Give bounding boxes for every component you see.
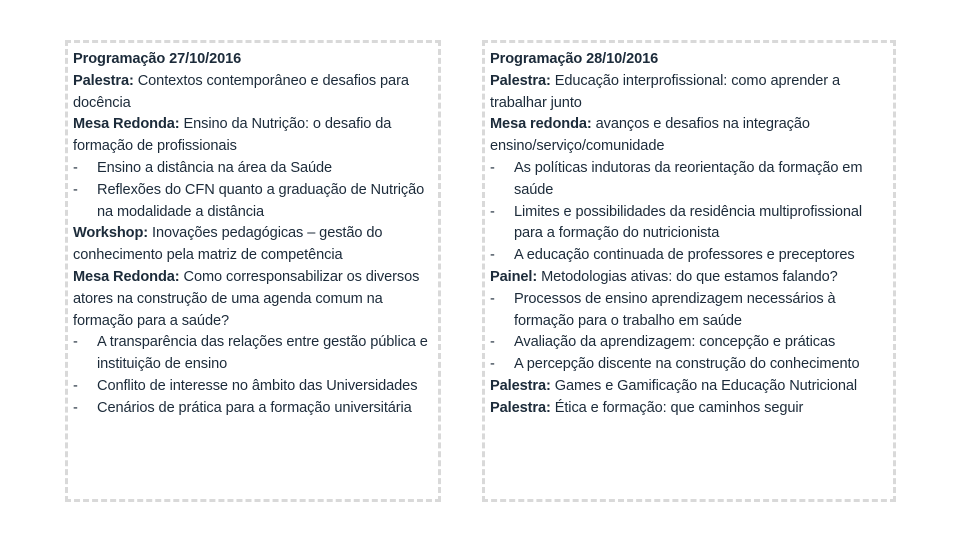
entry-text: Metodologias ativas: do que estamos falando?	[537, 268, 838, 285]
day-1-talk-1	[73, 71, 433, 115]
entry-label: Palestra:	[490, 399, 551, 416]
entry-label: Palestra:	[73, 72, 134, 89]
entry-text: avanços e desafios na integração ensino/serviço/comunidade	[490, 116, 810, 155]
list-item-text: A transparência das relações entre gestão pública e instituição de ensino	[97, 334, 428, 373]
entry-label: Workshop:	[73, 225, 149, 242]
bullet-dash: -	[490, 247, 495, 264]
day-2-talk-1	[490, 71, 888, 115]
entry-text: Ensino da Nutrição: o desafio da formação de profissionais	[73, 116, 392, 155]
list-item	[73, 180, 433, 224]
schedule-panel-day-1	[65, 40, 441, 502]
list-item	[490, 202, 888, 246]
bullet-dash: -	[73, 334, 78, 351]
bullet-dash: -	[490, 356, 495, 373]
list-item-text: Limites e possibilidades da residência multiprofissional para a formação do nutricionista	[514, 203, 863, 242]
day-1-title: Programação 27/10/2016	[73, 51, 242, 67]
list-item-text: Processos de ensino aprendizagem necessários à formação para o trabalho em saúde	[514, 290, 836, 329]
day-2-talk-2	[490, 376, 888, 398]
list-item-text: Conflito de interesse no âmbito das Universidades	[97, 377, 418, 394]
entry-label: Palestra:	[490, 72, 551, 89]
list-item-text: As políticas indutoras da reorientação da formação em saúde	[514, 159, 863, 198]
bullet-dash: -	[490, 334, 495, 351]
entry-text: Ética e formação: que caminhos seguir	[550, 399, 804, 416]
list-item-text: Ensino a distância na área da Saúde	[97, 159, 333, 176]
entry-label: Palestra:	[490, 377, 551, 394]
day-1-round-table-2	[73, 267, 433, 332]
list-item-text: Cenários de prática para a formação universitária	[97, 399, 412, 416]
day-2-title: Programação 28/10/2016	[490, 51, 659, 67]
list-item-text: A percepção discente na construção do conhecimento	[514, 356, 860, 373]
bullet-dash: -	[490, 203, 495, 220]
list-item	[73, 332, 433, 376]
bullet-dash: -	[73, 159, 78, 176]
entry-text: Inovações pedagógicas – gestão do conhecimento pela matriz de competência	[73, 225, 383, 264]
list-item-text: Avaliação da aprendizagem: concepção e práticas	[514, 334, 836, 351]
entry-text: Games e Gamificação na Educação Nutricional	[550, 377, 858, 394]
entry-label: Mesa Redonda:	[73, 268, 180, 285]
entry-text: Contextos contemporâneo e desafios para docência	[73, 72, 409, 111]
list-item	[73, 158, 433, 180]
entry-label: Mesa Redonda:	[73, 116, 180, 133]
list-item	[490, 332, 888, 354]
list-item	[490, 289, 888, 333]
list-item	[490, 158, 888, 202]
entry-text: Educação interprofissional: como aprender a trabalhar junto	[490, 72, 841, 111]
day-2-panel	[490, 267, 888, 289]
day-2-round-table	[490, 114, 888, 158]
day-1-round-table-1	[73, 114, 433, 158]
list-item	[490, 245, 888, 267]
list-item	[490, 354, 888, 376]
entry-text: Como corresponsabilizar os diversos atores na construção de uma agenda comum na formação para a saúde?	[73, 268, 420, 329]
list-item-text: Reflexões do CFN quanto a graduação de Nutrição na modalidade a distância	[97, 181, 425, 220]
bullet-dash: -	[73, 399, 78, 416]
entry-label: Mesa redonda:	[490, 116, 592, 133]
schedule-panel-day-2	[482, 40, 896, 502]
day-2-talk-3	[490, 398, 888, 420]
bullet-dash: -	[490, 159, 495, 176]
bullet-dash: -	[490, 290, 495, 307]
list-item	[73, 398, 433, 420]
entry-label: Painel:	[490, 268, 538, 285]
day-1-workshop	[73, 223, 433, 267]
list-item-text: A educação continuada de professores e preceptores	[514, 247, 855, 264]
list-item	[73, 376, 433, 398]
bullet-dash: -	[73, 181, 78, 198]
bullet-dash: -	[73, 377, 78, 394]
